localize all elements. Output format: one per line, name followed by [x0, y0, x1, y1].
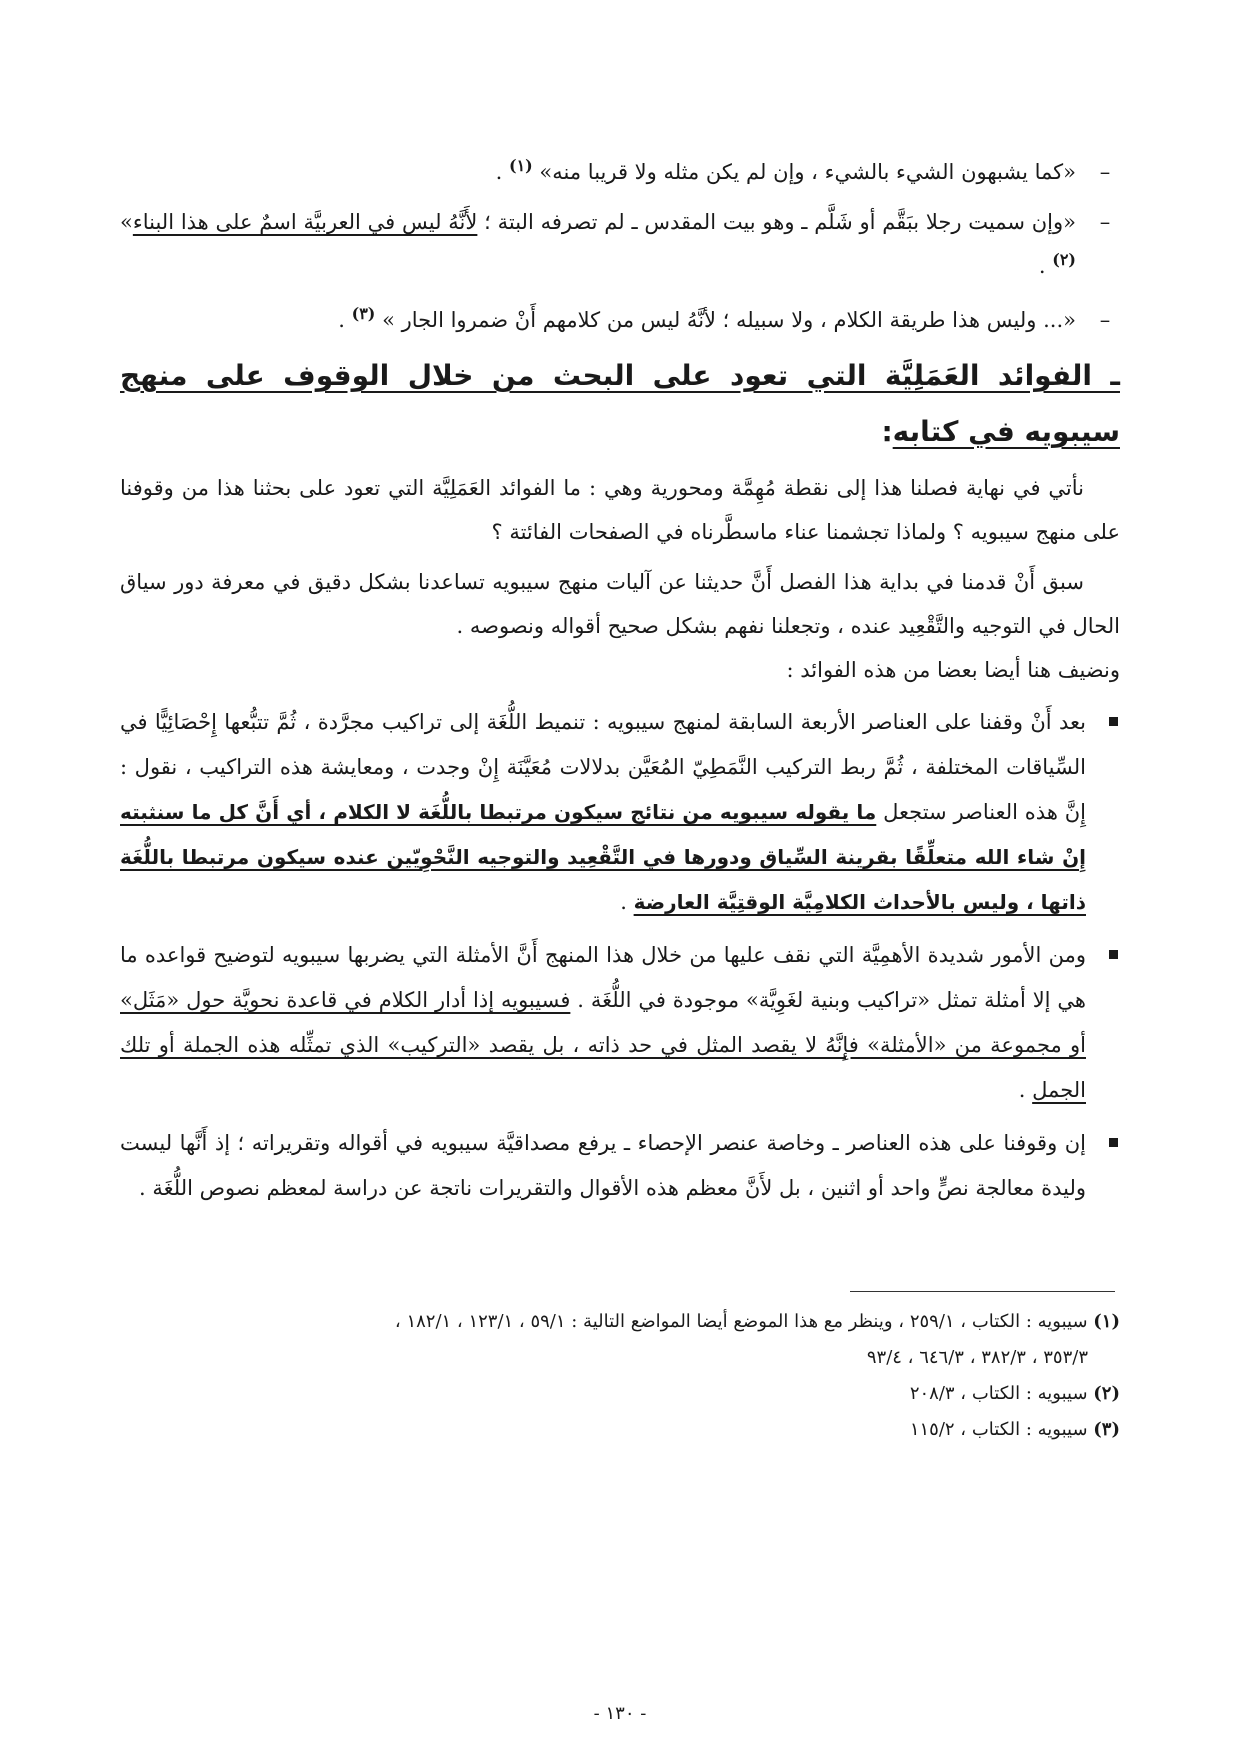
bullet-square-icon [1109, 717, 1118, 726]
quote-line-3 [120, 298, 1120, 342]
page-number: - ١٣٠ - [593, 1703, 647, 1724]
footnote-3 [120, 1412, 1120, 1448]
footnote-2 [120, 1376, 1120, 1412]
quote-tail: . [1038, 254, 1053, 278]
bullet-item-2 [120, 933, 1120, 1113]
quote-tail: . [495, 160, 509, 184]
quote-dash: – [1099, 210, 1111, 234]
quote-underlined-text: لأَنَّهُ ليس في العربيَّة اسمٌ على هذا البناء [132, 210, 478, 234]
main-content [120, 150, 1120, 1211]
footnote-ref-3[interactable]: (٣) [351, 304, 376, 323]
footnote-1 [120, 1304, 1120, 1340]
bullet-emphasis: ما يقوله سيبويه من نتائج سيكون مرتبطا باللُّغَة لا الكلام ، أي أَنَّ كل ما سنثبته إِنْ شاء الله متعلِّقًا بقرينة السِّياق ودورها في التَّقْعِيد والتوجيه النَّحْوِيّين عنده سيكون مرتبطا باللُّغَة ذاتها ، وليس بالأحداث الكلامِيَّة الوقتِيَّة العارضة [120, 800, 1086, 914]
footnote-number: (٢) [1093, 1383, 1120, 1404]
footnote-ref-1[interactable]: (١) [508, 156, 533, 175]
bullet-text: بعد أَنْ وقفنا على العناصر الأربعة السابقة لمنهج سيبويه : تنميط اللُّغَة إلى تراكيب مجرَّدة ، ثُمَّ تتبُّعها إِحْصَائِيًّا في السِّياقات المختلفة ، ثُمَّ ربط التركيب النَّمَطِيّ المُعَيَّن بدلالات مُعَيَّنَة إِنْ وجدت ، ومعايشة هذه التراكيب ، نقول : إِنَّ هذه العناصر ستجعل [120, 710, 1086, 824]
quote-dash: – [1099, 160, 1111, 184]
footnote-ref-2[interactable]: (٢) [1052, 250, 1076, 269]
bullet-text: إن وقوفنا على هذه العناصر ـ وخاصة عنصر الإحصاء ـ يرفع مصداقيَّة سيبويه في أقواله وتقريراته ؛ إذ أَنَّها ليست وليدة معالجة نصٍّ واحد أو اثنين ، بل لأَنَّ معظم هذه الأقوال والتقريرات ناتجة عن دراسة لمعظم نصوص اللُّغَة . [120, 1131, 1086, 1200]
footnote-number: (١) [1093, 1311, 1120, 1332]
bullet-square-icon [1109, 1138, 1118, 1147]
bullet-item-1 [120, 700, 1120, 925]
paragraph-3: ونضيف هنا أيضا بعضا من هذه الفوائد : [786, 658, 1120, 682]
footnote-text: سيبويه : الكتاب ، ١١٥/٢ [909, 1419, 1094, 1440]
section-heading-text: ـ الفوائد العَمَلِيَّة التي تعود على البحث من خلال الوقوف على منهج سيبويه في كتابه [120, 359, 1120, 448]
bullet-square-icon [1109, 950, 1118, 959]
footnote-text: سيبويه : الكتاب ، ٢٥٩/١ ، وينظر مع هذا الموضع أيضا المواضع التالية : ٥٩/١ ، ١٢٣/١ ، ١٨٢/١ ، [394, 1311, 1094, 1332]
quote-close: » [120, 210, 133, 234]
section-heading-colon: : [881, 415, 893, 448]
bullet-item-3 [120, 1121, 1120, 1211]
footnote-text: سيبويه : الكتاب ، ٢٠٨/٣ [909, 1383, 1094, 1404]
footnotes [120, 1304, 1120, 1448]
bullet-underlined: فسيبويه إذا أدار الكلام في قاعدة نحويَّة حول «مَثَل» أو مجموعة من «الأمثلة» فإِنَّهُ لا يقصد المثل في حد ذاته ، بل يقصد «التركيب» الذي تمثِّله هذه الجملة أو تلك الجمل [120, 988, 1086, 1102]
bullet-text: ومن الأمور شديدة الأهمِيَّة التي نقف عليها من خلال هذا المنهج أَنَّ الأمثلة التي يضربها سيبويه لتوضيح قواعده ما هي إلا أمثلة تمثل «تراكيب وبنية لغَوِيَّة» موجودة في اللُّغَة . [120, 943, 1086, 1012]
quote-text: «كما يشبهون الشيء بالشيء ، وإن لم يكن مثله ولا قريبا منه» [539, 160, 1076, 184]
quote-text: «وإن سميت رجلا ببَقَّم أو شَلَّم ـ وهو بيت المقدس ـ لم تصرفه البتة ؛ [477, 210, 1076, 234]
quote-text: «... وليس هذا طريقة الكلام ، ولا سبيله ؛ لأنَّهُ ليس من كلامهم أَنْ ضمروا الجار » [382, 308, 1076, 332]
bullet-tail: . [1018, 1078, 1033, 1102]
quote-line-1 [120, 150, 1120, 194]
footnote-divider [850, 1291, 1115, 1292]
paragraph-2: سبق أَنْ قدمنا في بداية هذا الفصل أَنَّ حديثنا عن آليات منهج سيبويه تساعدنا بشكل دقيق في معرفة دور سياق الحال في التوجيه والتَّقْعِيد عنده ، وتجعلنا نفهم بشكل صحيح أقواله ونصوصه . [120, 570, 1120, 638]
paragraph-1: نأتي في نهاية فصلنا هذا إلى نقطة مُهِمَّة ومحورية وهي : ما الفوائد العَمَلِيَّة التي تعود على بحثنا هذا من وقوفنا على منهج سيبويه ؟ ولماذا تجشمنا عناء ماسطَّرناه في الصفحات الفائتة ؟ [120, 476, 1120, 544]
bullet-tail: . [620, 890, 634, 914]
footnote-number: (٣) [1093, 1419, 1120, 1440]
quote-tail: . [338, 308, 352, 332]
section-heading [120, 348, 1120, 460]
quote-line-2 [120, 200, 1120, 288]
footnote-1-continuation: ٣٥٣/٣ ، ٣٨٢/٣ ، ٦٤٦/٣ ، ٩٣/٤ [866, 1347, 1088, 1368]
quote-dash: – [1099, 308, 1111, 332]
